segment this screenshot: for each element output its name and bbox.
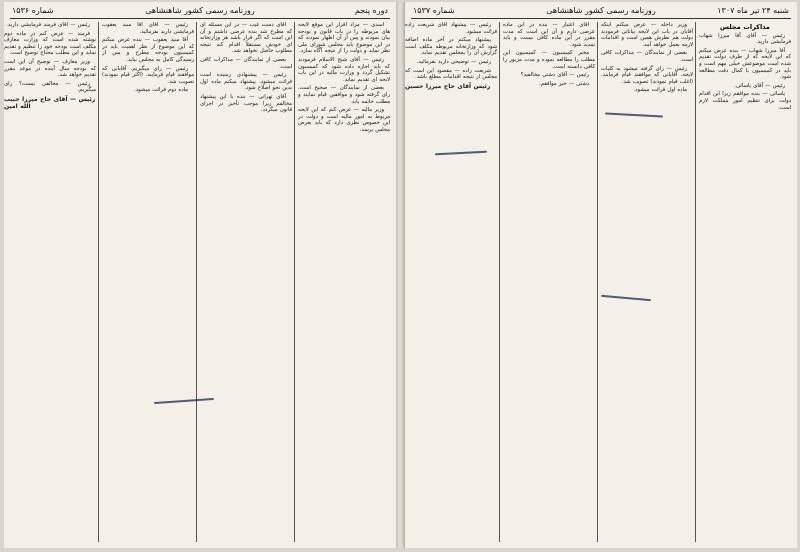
paragraph: رئیس — آقای دشتی مخالفید؟ [520, 72, 589, 79]
paragraph: ماده اول قرائت میشود. [633, 87, 687, 94]
signature-line: رئیس آقای حاج میرزا حسین [405, 82, 491, 90]
left-page-issue: شماره ۱۵۳۶ [12, 6, 54, 15]
left-page-label: دوره پنجم [354, 6, 388, 15]
left-columns [4, 22, 390, 542]
right-page [404, 2, 797, 548]
left-page [4, 2, 397, 548]
left-page-title: روزنامه رسمی کشور شاهنشاهی [145, 6, 255, 15]
paragraph: رئیس — مخالفی نیست؟ رای میگیریم. [4, 80, 96, 94]
paragraph: آقا میرزا شهاب — بنده عرض میکنم که این لایحه که از طرف دولت تقدیم شده است موضوعش خیلی مهم است و باید در کمیسیون با کمال دقت مطالعه شود. [699, 47, 791, 81]
right-columns [405, 22, 791, 542]
paragraph: رئیس — پیشنهاد آقای شریعت زاده قرائت میشود. [405, 22, 497, 35]
paragraph: آقای تهرانی — بنده با این پیشنهاد مخالفم زیرا موجب تأخیر در اجرای قانون میگردد. [200, 93, 292, 114]
column-rule [98, 22, 99, 542]
column-rule [695, 22, 696, 542]
left-column-4 [4, 22, 96, 542]
paragraph: وزیر معارف — توضیح آن این است که بودجه سال آینده در موعد مقرر تقدیم خواهد شد. [4, 58, 96, 79]
paragraph: رئیس — پیشنهادی رسیده است قرائت میشود. پیشنهاد میکنم ماده اول بدین نحو اصلاح شود. [200, 72, 292, 92]
paragraph: ماده دوم قرائت میشود. [134, 87, 188, 94]
column-rule [196, 22, 197, 542]
paragraph: رئیس — رای گرفته میشود به کلیات لایحه. آقایانی که موافقند قیام فرمایند. (اغلب قیام نمودند) تصویب شد. [601, 65, 693, 85]
paragraph: رئیس — آقای یاسائی. [734, 82, 785, 89]
right-column-2 [601, 22, 693, 542]
page-gutter [396, 2, 404, 548]
paragraph: رئیس — آقای فرمند فرمایشی دارید. [6, 22, 90, 28]
left-column-1 [298, 22, 390, 542]
paragraph: بعضی از نمایندگان — صحیح است. رای گرفته شود و موافقین قیام نمایند و مطلب خاتمه یابد. [298, 85, 390, 105]
right-page-issue: شماره ۱۵۳۷ [413, 6, 455, 15]
right-column-1 [699, 22, 791, 542]
paragraph: وزیر داخله — عرض میکنم اینکه آقایان در باب این لایحه بیاناتی فرمودند دولت هم نظرش همین است و اقدامات لازمه بعمل خواهد آمد. [601, 22, 693, 48]
paragraph: آقای اعتبار — بنده در این ماده عرضی دارم و آن این است که مدت مقرر در این ماده کافی نیست و باید تمدید شود. [503, 22, 595, 48]
left-column-2 [200, 22, 292, 542]
paragraph: رئیس — آقای آقا سید یعقوب فرمایشی دارید بفرمائید. [102, 22, 194, 35]
paragraph: پیشنهاد میکنم در آخر ماده اضافه شود که وزارتخانه مربوطه مکلف است گزارش آن را بمجلس تقدیم نماید. [405, 37, 497, 57]
right-column-4 [405, 22, 497, 542]
paragraph: بعضی از نمایندگان — مذاکرات کافی است. [200, 56, 292, 70]
column-rule [597, 22, 598, 542]
paragraph: رئیس — آقای آقا میرزا شهاب فرمایشی دارید. [699, 32, 791, 46]
paragraph: اسدی — مراد افزار این موقع لایحه های مربوطه را در باب قانون و بودجه بیان نمودند و پس از آن اظهار نمودند که در این موضوع باید مجلس شورای ملی نظر نماید و دولت را از نتیجه آگاه سازد. [298, 22, 390, 55]
right-page-header [411, 6, 791, 19]
paragraph: یاسائی — بنده موافقم زیرا این اقدام دولت برای تنظیم امور مملکت لازم است. [699, 91, 791, 111]
paragraph: مخبر کمیسیون — کمیسیون این مطلب را مطالعه نموده و مدت مزبور را کافی دانسته است. [503, 50, 595, 70]
paragraph: شریعت زاده — مقصود این است که مجلس از نتیجه اقدامات مطلع باشد. [405, 67, 497, 81]
paragraph: آقای دست غیب — در این مسئله ای که مطرح شد بنده عرضی داشتم و آن این است که اگر قرار باشد هر وزارتخانه ای خودش مستقلاً اقدام کند نتیجه مطلوب حاصل نخواهد شد. [200, 22, 292, 55]
newspaper-spread [4, 2, 796, 548]
column-rule [499, 22, 500, 542]
right-page-title: روزنامه رسمی کشور شاهنشاهی [546, 6, 656, 15]
paragraph: رئیس — رای میگیریم. آقایانی که موافقند قیام فرمایند. (اکثر قیام نمودند) تصویب شد. [102, 65, 194, 85]
right-column-3 [503, 22, 595, 542]
paragraph: بعضی از نمایندگان — مذاکرات کافی است. [601, 50, 693, 63]
paragraph: وزیر مالیه — عرض کنم که این لایحه مربوط به امور مالیه است و دولت در این خصوص نظری دارد که باید بعرض مجلس برسد. [298, 107, 390, 133]
right-page-date: شنبه ۲۴ تیر ماه ۱۳۰۷ [717, 6, 789, 15]
paragraph: فرمند — عرض کنم در ماده دوم نوشته شده است که وزارت معارف مکلف است بودجه خود را تنظیم و تقدیم نماید و این مطلب محتاج توضیح است. [4, 30, 96, 57]
section-heading: مذاکرات مجلس [720, 23, 770, 31]
paragraph: رئیس — آقای شیخ الاسلام فرمودند که باید اجازه داده شود که کمیسیون تشکیل گردد و وزارت مالیه در این باب لایحه ای تقدیم نماید. [298, 56, 390, 83]
paragraph: رئیس — توضیحی دارید بفرمائید. [416, 58, 491, 65]
paragraph: دشتی — خیر موافقم. [539, 80, 589, 87]
signature-line: رئیس — آقای حاج میرزا حبیب الله امین [4, 95, 96, 110]
left-page-header [10, 6, 390, 19]
left-column-3 [102, 22, 194, 542]
column-rule [294, 22, 295, 542]
paragraph: آقا سید یعقوب — بنده عرض میکنم که این موضوع از نظر اهمیت باید در کمیسیون بودجه مطرح و پس از رسیدگی کامل به مجلس بیاید. [102, 37, 194, 63]
